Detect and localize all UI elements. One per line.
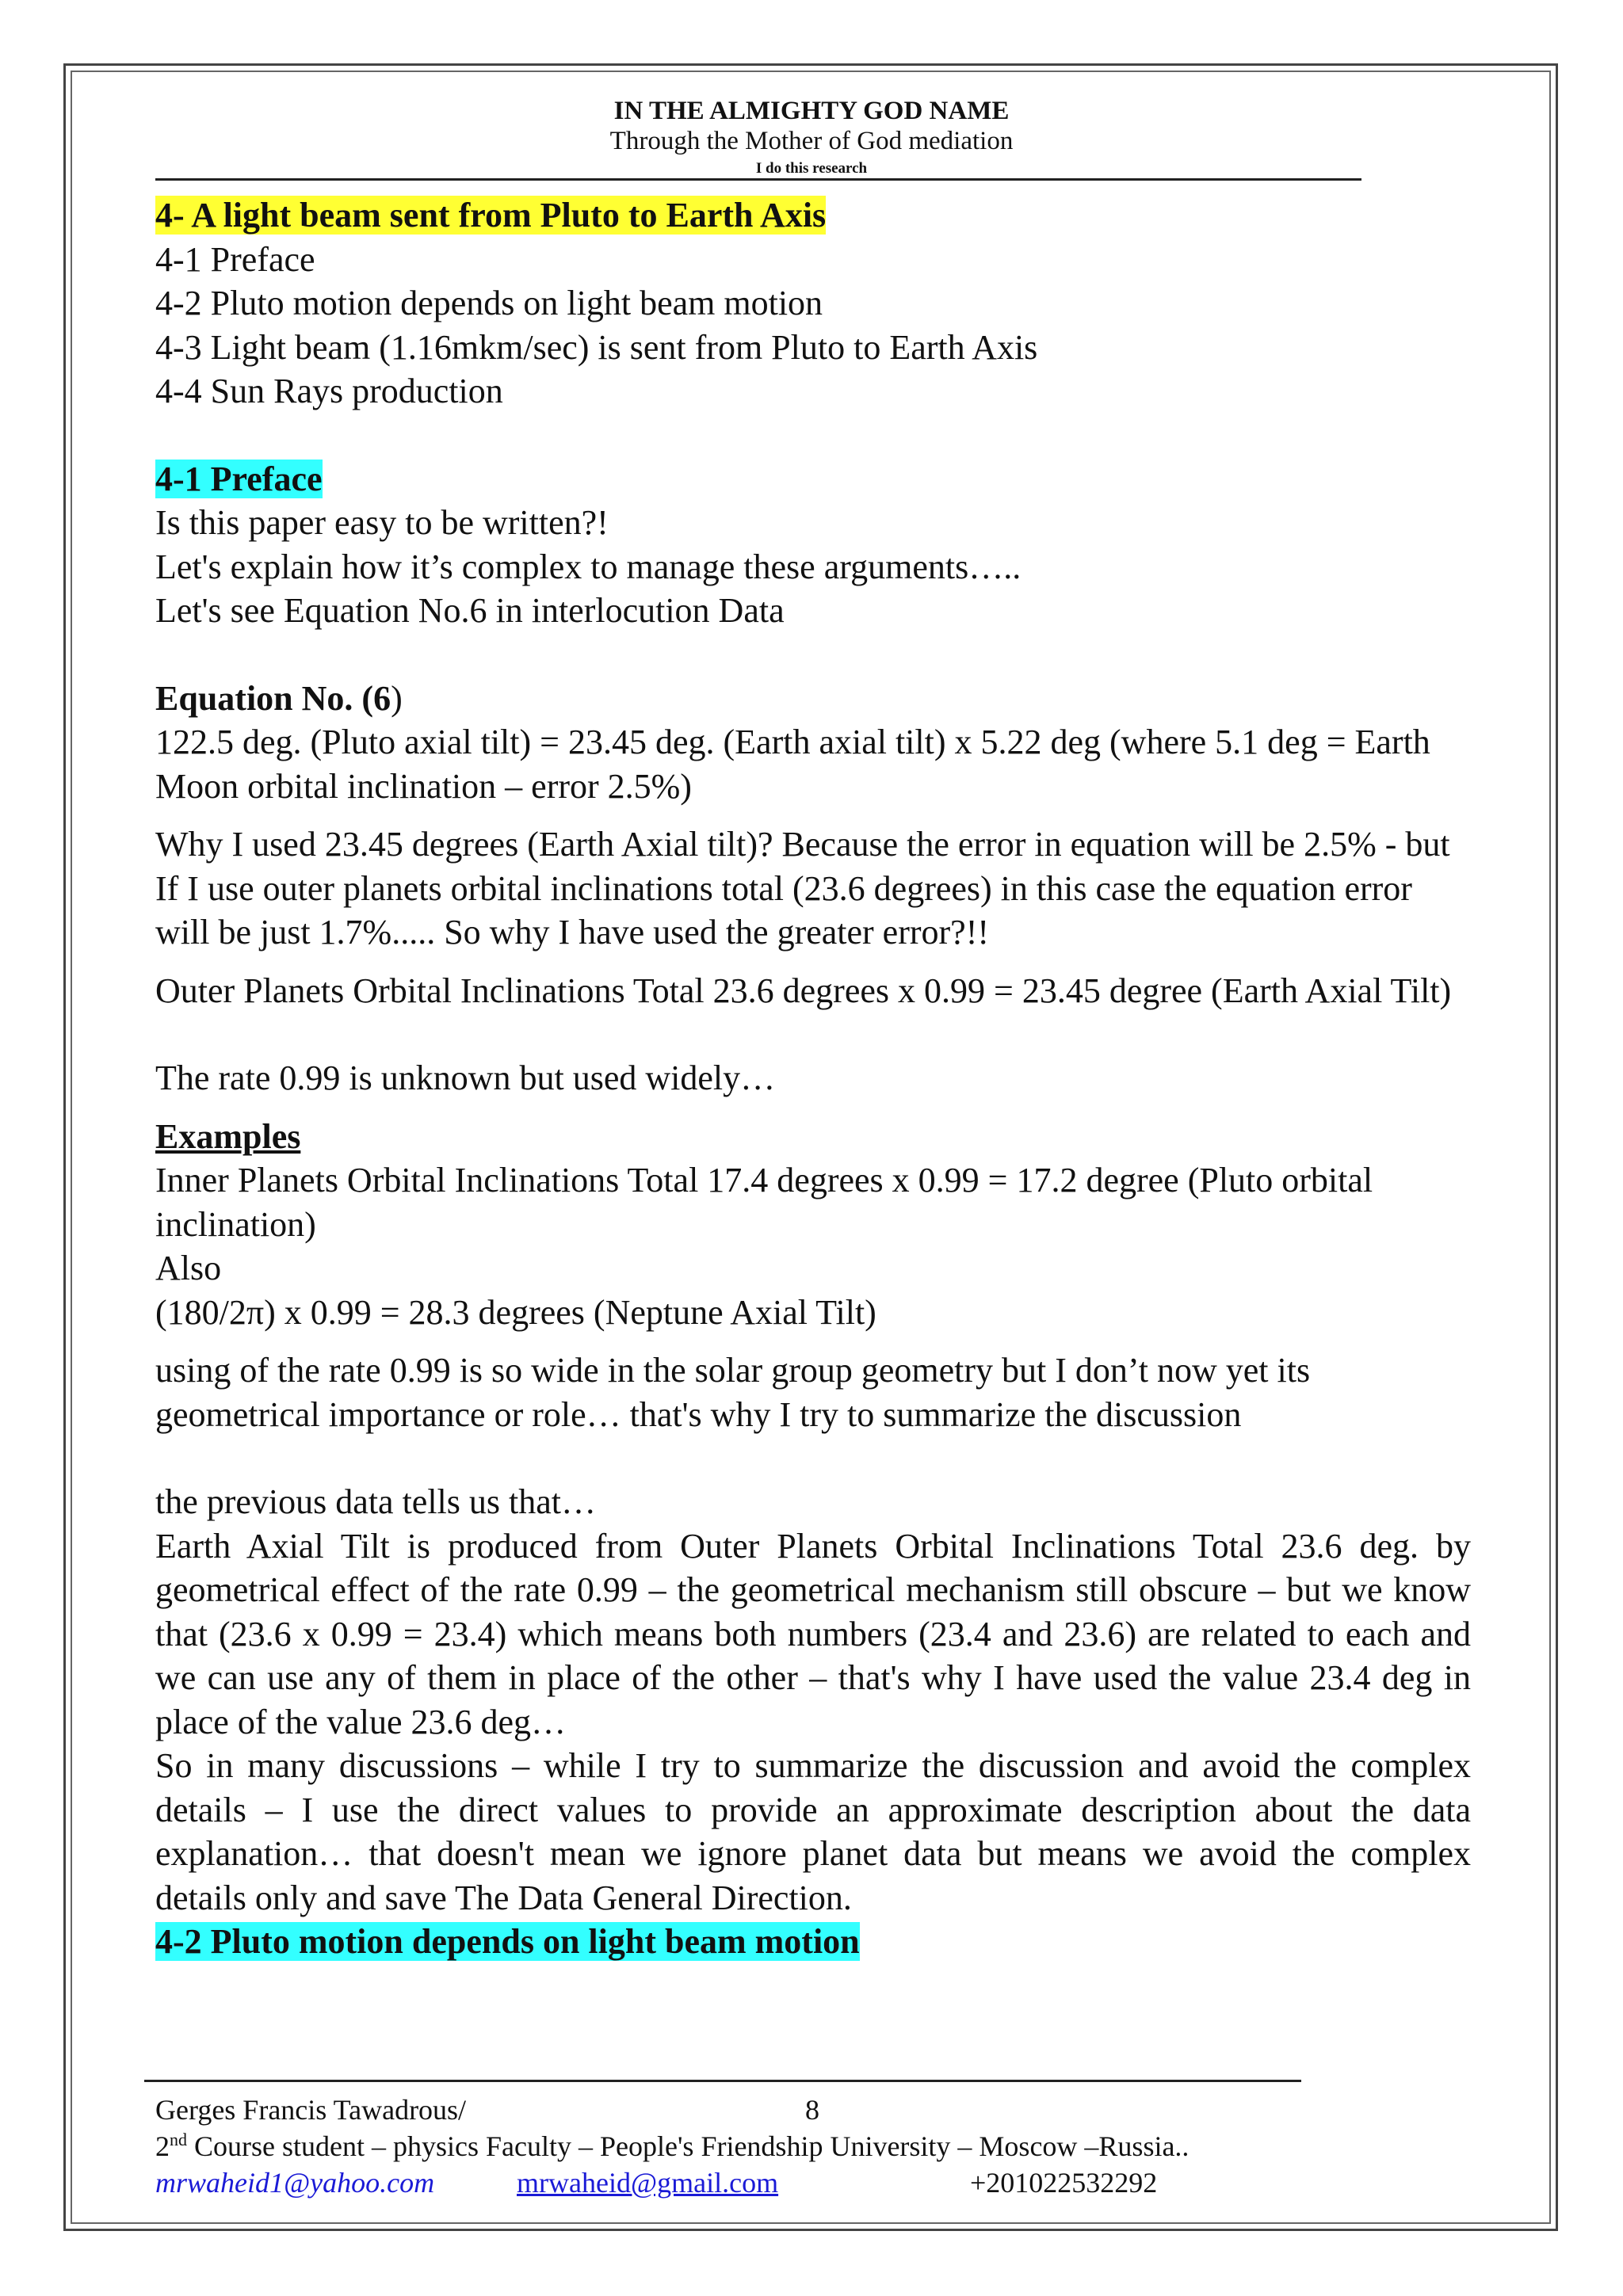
email-link-gmail[interactable]: mrwaheid@gmail.com bbox=[517, 2167, 779, 2199]
examples-heading: Examples bbox=[155, 1116, 301, 1156]
section-heading-4-2: 4-2 Pluto motion depends on light beam motion bbox=[155, 1922, 860, 1961]
footer-course: 2nd Course student – physics Faculty – People's Friendship University – Moscow –Russia.. bbox=[155, 2130, 1190, 2162]
footer-contacts bbox=[155, 2166, 1158, 2199]
paragraph-why: Why I used 23.45 degrees (Earth Axial tilt)? Because the error in equation will be 2.5% - but If I use outer planets orbital inclinations total (23.6 degrees) in this case the equation error will be just 1.7%..... So why I have used the greater error?!! bbox=[155, 825, 1450, 952]
toc-item: 4-2 Pluto motion depends on light beam motion bbox=[155, 284, 823, 322]
example-inner: Inner Planets Orbital Inclinations Total 17.4 degrees x 0.99 = 17.2 degree (Pluto orbital inclination) bbox=[155, 1161, 1373, 1244]
toc-item: 4-4 Sun Rays production bbox=[155, 372, 503, 410]
toc-item: 4-3 Light beam (1.16mkm/sec) is sent from Pluto to Earth Axis bbox=[155, 327, 1038, 367]
email-link-yahoo[interactable]: mrwaheid1@yahoo.com bbox=[155, 2167, 435, 2199]
page-number: 8 bbox=[805, 2094, 819, 2126]
preface-heading: 4-1 Preface bbox=[155, 459, 323, 498]
conclusion-paragraph-2: So in many discussions – while I try to summarize the discussion and avoid the complex details – I use the direct values to provide an approximate description about the data explanation… that doesn't mean we ignore planet data but means we avoid the complex details only and save The Data General Direction. bbox=[155, 1746, 1471, 1917]
footer-author: Gerges Francis Tawadrous/ bbox=[155, 2094, 467, 2126]
header-note: I do this research bbox=[755, 160, 868, 177]
example-also: Also bbox=[155, 1249, 222, 1287]
document-body bbox=[155, 193, 1471, 1964]
paragraph-using: using of the rate 0.99 is so wide in the solar group geometry but I don’t now yet its geometrical importance or role… that's why I try to summarize the discussion bbox=[155, 1351, 1311, 1434]
header-title: IN THE ALMIGHTY GOD NAME bbox=[613, 97, 1010, 125]
conclusion-paragraph-1: Earth Axial Tilt is produced from Outer Planets Orbital Inclinations Total 23.6 deg. by geometrical effect of the rate 0.99 – the geometrical mechanism still obscure – but we know that (23.6 x 0.99 = 23.4) which means both numbers (23.4 and 23.6) are related to each and we can use any of them in place of the other – that's why I have used the value 23.4 deg in place of the value 23.6 deg… bbox=[155, 1526, 1471, 1741]
preface-line: Is this paper easy to be written?! bbox=[155, 503, 609, 542]
header-subtitle: Through the Mother of God mediation bbox=[609, 127, 1014, 155]
example-neptune: (180/2π) x 0.99 = 28.3 degrees (Neptune Axial Tilt) bbox=[155, 1292, 876, 1332]
section-title: 4- A light beam sent from Pluto to Earth Axis bbox=[155, 196, 827, 235]
header-divider bbox=[155, 178, 1361, 181]
paragraph-rate: The rate 0.99 is unknown but used widely… bbox=[155, 1058, 776, 1097]
preface-line: Let's see Equation No.6 in interlocution Data bbox=[155, 591, 785, 630]
footer-divider bbox=[144, 2080, 1301, 2082]
equation-text: 122.5 deg. (Pluto axial tilt) = 23.45 deg. (Earth axial tilt) x 5.22 deg (where 5.1 deg = Earth Moon orbital inclination – error 2.5%) bbox=[155, 723, 1430, 806]
paragraph-outer: Outer Planets Orbital Inclinations Total 23.6 degrees x 0.99 = 23.45 degree (Earth Axial Tilt) bbox=[155, 971, 1452, 1010]
preface-line: Let's explain how it’s complex to manage these arguments….. bbox=[155, 547, 1022, 586]
toc-item: 4-1 Preface bbox=[155, 239, 315, 279]
equation-heading: Equation No. (6) bbox=[155, 678, 403, 718]
phone-number: +201022532292 bbox=[970, 2167, 1158, 2199]
conclusion-intro: the previous data tells us that… bbox=[155, 1482, 596, 1521]
